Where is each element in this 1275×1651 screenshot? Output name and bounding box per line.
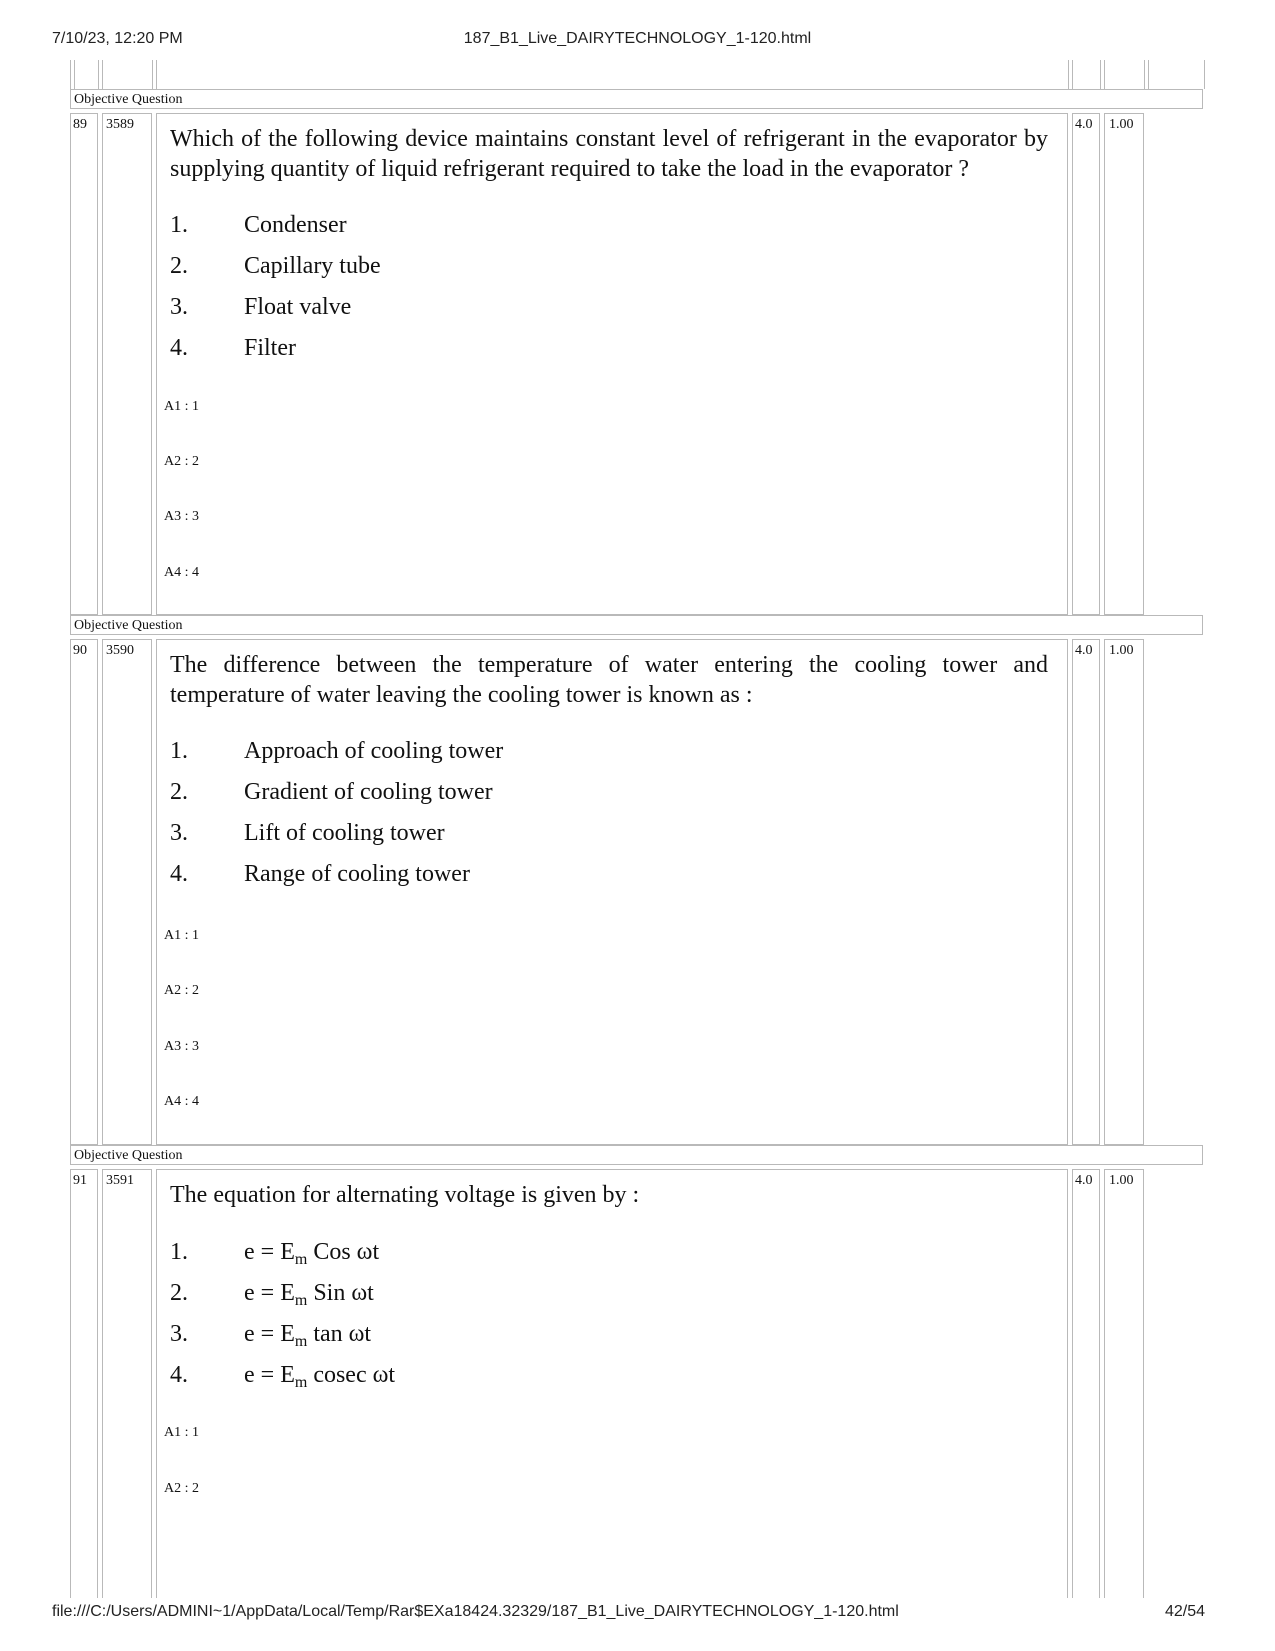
question-number: 89	[70, 113, 98, 615]
question-type-label: Objective Question	[70, 89, 1203, 109]
question-body	[156, 1169, 1068, 1598]
answer-key: A3 : 3	[164, 509, 199, 524]
answer-key: A2 : 2	[164, 1481, 199, 1496]
option-item	[170, 1278, 374, 1316]
option-number: 4.	[170, 861, 188, 887]
option-number: 2.	[170, 779, 188, 805]
option-text: Range of cooling tower	[244, 861, 470, 887]
option-formula: $e = E_m$ Sin ωt	[244, 1280, 374, 1309]
option-formula: $e = E_m$ cosec ωt	[244, 1362, 396, 1391]
question-text: The difference between the temperature of water entering the cooling tower and temperature of water leaving the cooling tower is known as :	[170, 652, 1048, 708]
marks-cell: 4.0	[1072, 113, 1100, 615]
question-text: The equation for alternating voltage is given by :	[170, 1182, 640, 1208]
answer-key: A4 : 4	[164, 565, 199, 580]
answer-key: A4 : 4	[164, 1094, 199, 1109]
option-item	[170, 210, 347, 240]
answer-key: A2 : 2	[164, 454, 199, 469]
question-body	[156, 113, 1068, 615]
option-text: Approach of cooling tower	[244, 738, 504, 764]
option-item	[170, 292, 351, 322]
option-number: 3.	[170, 1321, 188, 1347]
marks-cell: 4.0	[1072, 639, 1100, 1145]
option-text: Float valve	[244, 294, 352, 320]
answer-key: A1 : 1	[164, 928, 199, 943]
print-title: 187_B1_Live_DAIRYTECHNOLOGY_1-120.html	[463, 30, 812, 47]
answer-key: A3 : 3	[164, 1039, 199, 1054]
option-item	[170, 777, 493, 807]
option-number: 4.	[170, 335, 188, 361]
option-item	[170, 859, 470, 889]
option-item	[170, 1319, 371, 1357]
option-text: Filter	[244, 335, 296, 361]
negative-marks-cell: 1.00	[1104, 639, 1144, 1145]
option-text: Capillary tube	[244, 253, 381, 279]
print-footer	[0, 1603, 1275, 1623]
question-number: 90	[70, 639, 98, 1145]
option-item	[170, 1360, 395, 1398]
option-number: 1.	[170, 1239, 188, 1265]
print-header	[0, 30, 1275, 50]
option-item	[170, 818, 445, 848]
question-id: 3591	[102, 1169, 152, 1598]
option-formula: $e = E_m$ Cos ωt	[244, 1239, 380, 1268]
question-type-label: Objective Question	[70, 1145, 1203, 1165]
answer-key: A1 : 1	[164, 1425, 199, 1440]
option-number: 2.	[170, 253, 188, 279]
option-item	[170, 333, 296, 363]
option-text: Condenser	[244, 212, 347, 238]
negative-marks-cell: 1.00	[1104, 113, 1144, 615]
answer-key: A1 : 1	[164, 399, 199, 414]
option-number: 3.	[170, 820, 188, 846]
negative-marks-cell: 1.00	[1104, 1169, 1144, 1598]
print-file-path: file:///C:/Users/ADMINI~1/AppData/Local/Temp/Rar$EXa18424.32329/187_B1_Live_DAIRYTECHNOLOGY_1-120.html	[52, 1603, 899, 1620]
option-number: 3.	[170, 294, 188, 320]
question-text: Which of the following device maintains constant level of refrigerant in the evaporator by supplying quantity of liquid refrigerant required to take the load in the evaporator ?	[170, 126, 1048, 182]
question-block	[70, 89, 1205, 615]
option-number: 4.	[170, 1362, 188, 1388]
option-number: 1.	[170, 738, 188, 764]
option-formula: $e = E_m$ tan ωt	[244, 1321, 372, 1350]
question-block	[70, 615, 1205, 1145]
option-item	[170, 736, 503, 766]
option-text: Lift of cooling tower	[244, 820, 445, 846]
answer-key: A2 : 2	[164, 983, 199, 998]
option-number: 1.	[170, 212, 188, 238]
marks-cell: 4.0	[1072, 1169, 1100, 1598]
question-body	[156, 639, 1068, 1145]
question-table	[70, 60, 1205, 1598]
question-block	[70, 1145, 1205, 1598]
option-text: Gradient of cooling tower	[244, 779, 493, 805]
question-id: 3590	[102, 639, 152, 1145]
print-datetime: 7/10/23, 12:20 PM	[52, 30, 183, 47]
page-number: 42/54	[1164, 1603, 1205, 1620]
question-type-label: Objective Question	[70, 615, 1203, 635]
option-item	[170, 1237, 379, 1275]
option-item	[170, 251, 381, 281]
option-number: 2.	[170, 1280, 188, 1306]
question-id: 3589	[102, 113, 152, 615]
question-number: 91	[70, 1169, 98, 1598]
